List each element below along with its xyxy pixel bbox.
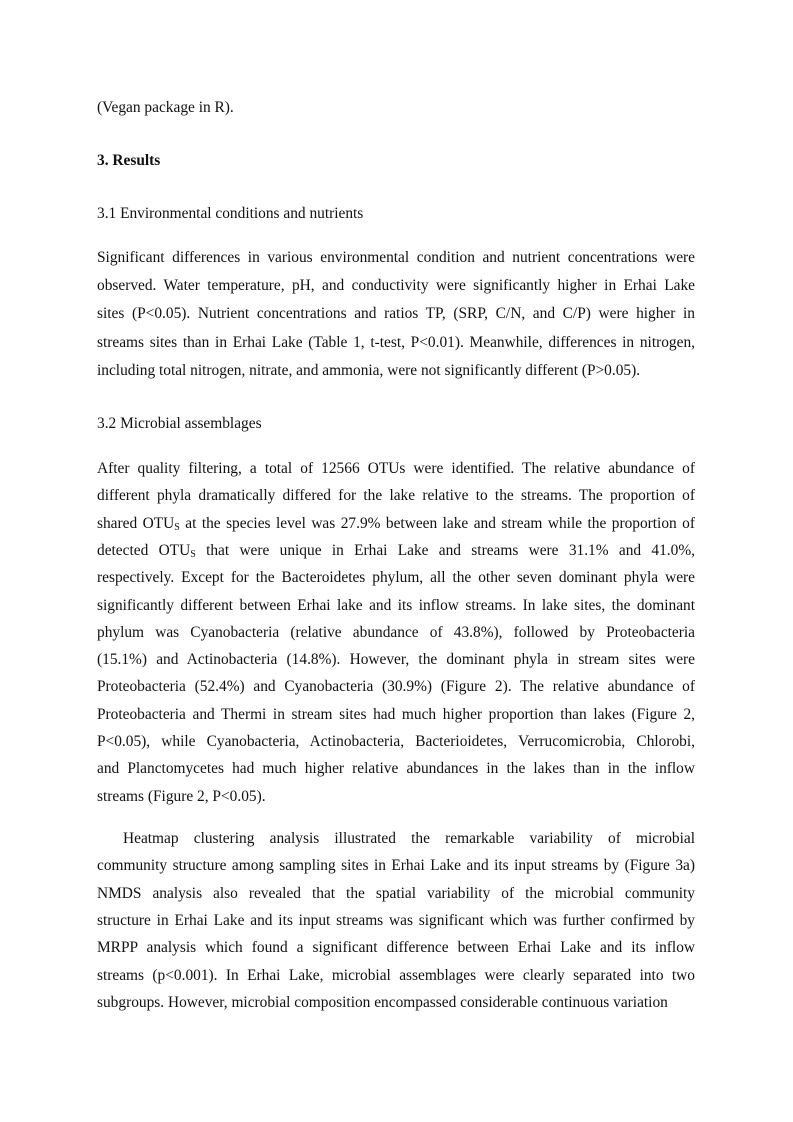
text-line: Proteobacteria (52.4%) and Cyanobacteria (30.9%) (Figure 2). The relative abundance of bbox=[97, 678, 695, 696]
text-line: MRPP analysis which found a significant difference between Erhai Lake and its inflow bbox=[97, 939, 695, 957]
text-line: structure in Erhai Lake and its input streams was significant which was further confirmed by bbox=[97, 911, 695, 929]
text-segment: shared OTU bbox=[97, 514, 175, 532]
text-line: and Planctomycetes had much higher relative abundances in the lakes than in the inflow bbox=[97, 760, 695, 778]
text-segment: that were unique in Erhai Lake and streams were 31.1% and 41.0%, bbox=[195, 541, 695, 559]
text-line bbox=[97, 541, 695, 565]
text-line: streams (Figure 2, P<0.05). bbox=[97, 787, 266, 805]
text-line: significantly different between Erhai lake and its inflow streams. In lake sites, the dominant bbox=[97, 596, 695, 614]
top-fragment: (Vegan package in R). bbox=[97, 99, 234, 116]
text-line: community structure among sampling sites in Erhai Lake and its input streams by (Figure 3a) bbox=[97, 857, 695, 875]
text-line: including total nitrogen, nitrate, and ammonia, were not significantly different (P>0.05). bbox=[97, 361, 641, 379]
text-line: NMDS analysis also revealed that the spatial variability of the microbial community bbox=[97, 884, 695, 902]
text-line: P<0.05), while Cyanobacteria, Actinobacteria, Bacterioidetes, Verrucomicrobia, Chlorobi, bbox=[97, 733, 695, 750]
text-segment: detected OTU bbox=[97, 541, 191, 559]
section-heading: 3. Results bbox=[97, 152, 161, 169]
text-line: different phyla dramatically differed for the lake relative to the streams. The proportion of bbox=[97, 487, 695, 505]
subscript: S bbox=[174, 521, 180, 533]
subsection-heading-2: 3.2 Microbial assemblages bbox=[97, 415, 262, 432]
text-line: streams (p<0.001). In Erhai Lake, microbial assemblages were clearly separated into two bbox=[97, 966, 695, 984]
text-segment: at the species level was 27.9% between lake and stream while the proportion of bbox=[179, 514, 695, 532]
text-line: (15.1%) and Actinobacteria (14.8%). However, the dominant phyla in stream sites were bbox=[97, 651, 695, 669]
text-line: subgroups. However, microbial composition encompassed considerable continuous variation bbox=[97, 993, 668, 1011]
subsection-heading-1: 3.1 Environmental conditions and nutrients bbox=[97, 205, 364, 222]
text-line: sites (P<0.05). Nutrient concentrations and ratios TP, (SRP, C/N, and C/P) were higher in bbox=[97, 305, 695, 323]
text-line: Proteobacteria and Thermi in stream sites had much higher proportion than lakes (Figure 2, bbox=[97, 705, 695, 723]
text-line: After quality filtering, a total of 12566 OTUs were identified. The relative abundance of bbox=[97, 460, 695, 477]
text-line: phylum was Cyanobacteria (relative abundance of 43.8%), followed by Proteobacteria bbox=[97, 623, 695, 641]
text-line: observed. Water temperature, pH, and conductivity were significantly higher in Erhai Lake bbox=[97, 277, 695, 295]
text-line: Significant differences in various environmental condition and nutrient concentrations were bbox=[97, 249, 695, 266]
text-line: Heatmap clustering analysis illustrated the remarkable variability of microbial bbox=[123, 830, 695, 847]
subscript: S bbox=[190, 548, 196, 560]
text-line bbox=[97, 514, 695, 538]
text-line: streams sites than in Erhai Lake (Table 1, t-test, P<0.01). Meanwhile, differences in nitrogen, bbox=[97, 333, 695, 351]
text-line: respectively. Except for the Bacteroidetes phylum, all the other seven dominant phyla were bbox=[97, 569, 695, 587]
